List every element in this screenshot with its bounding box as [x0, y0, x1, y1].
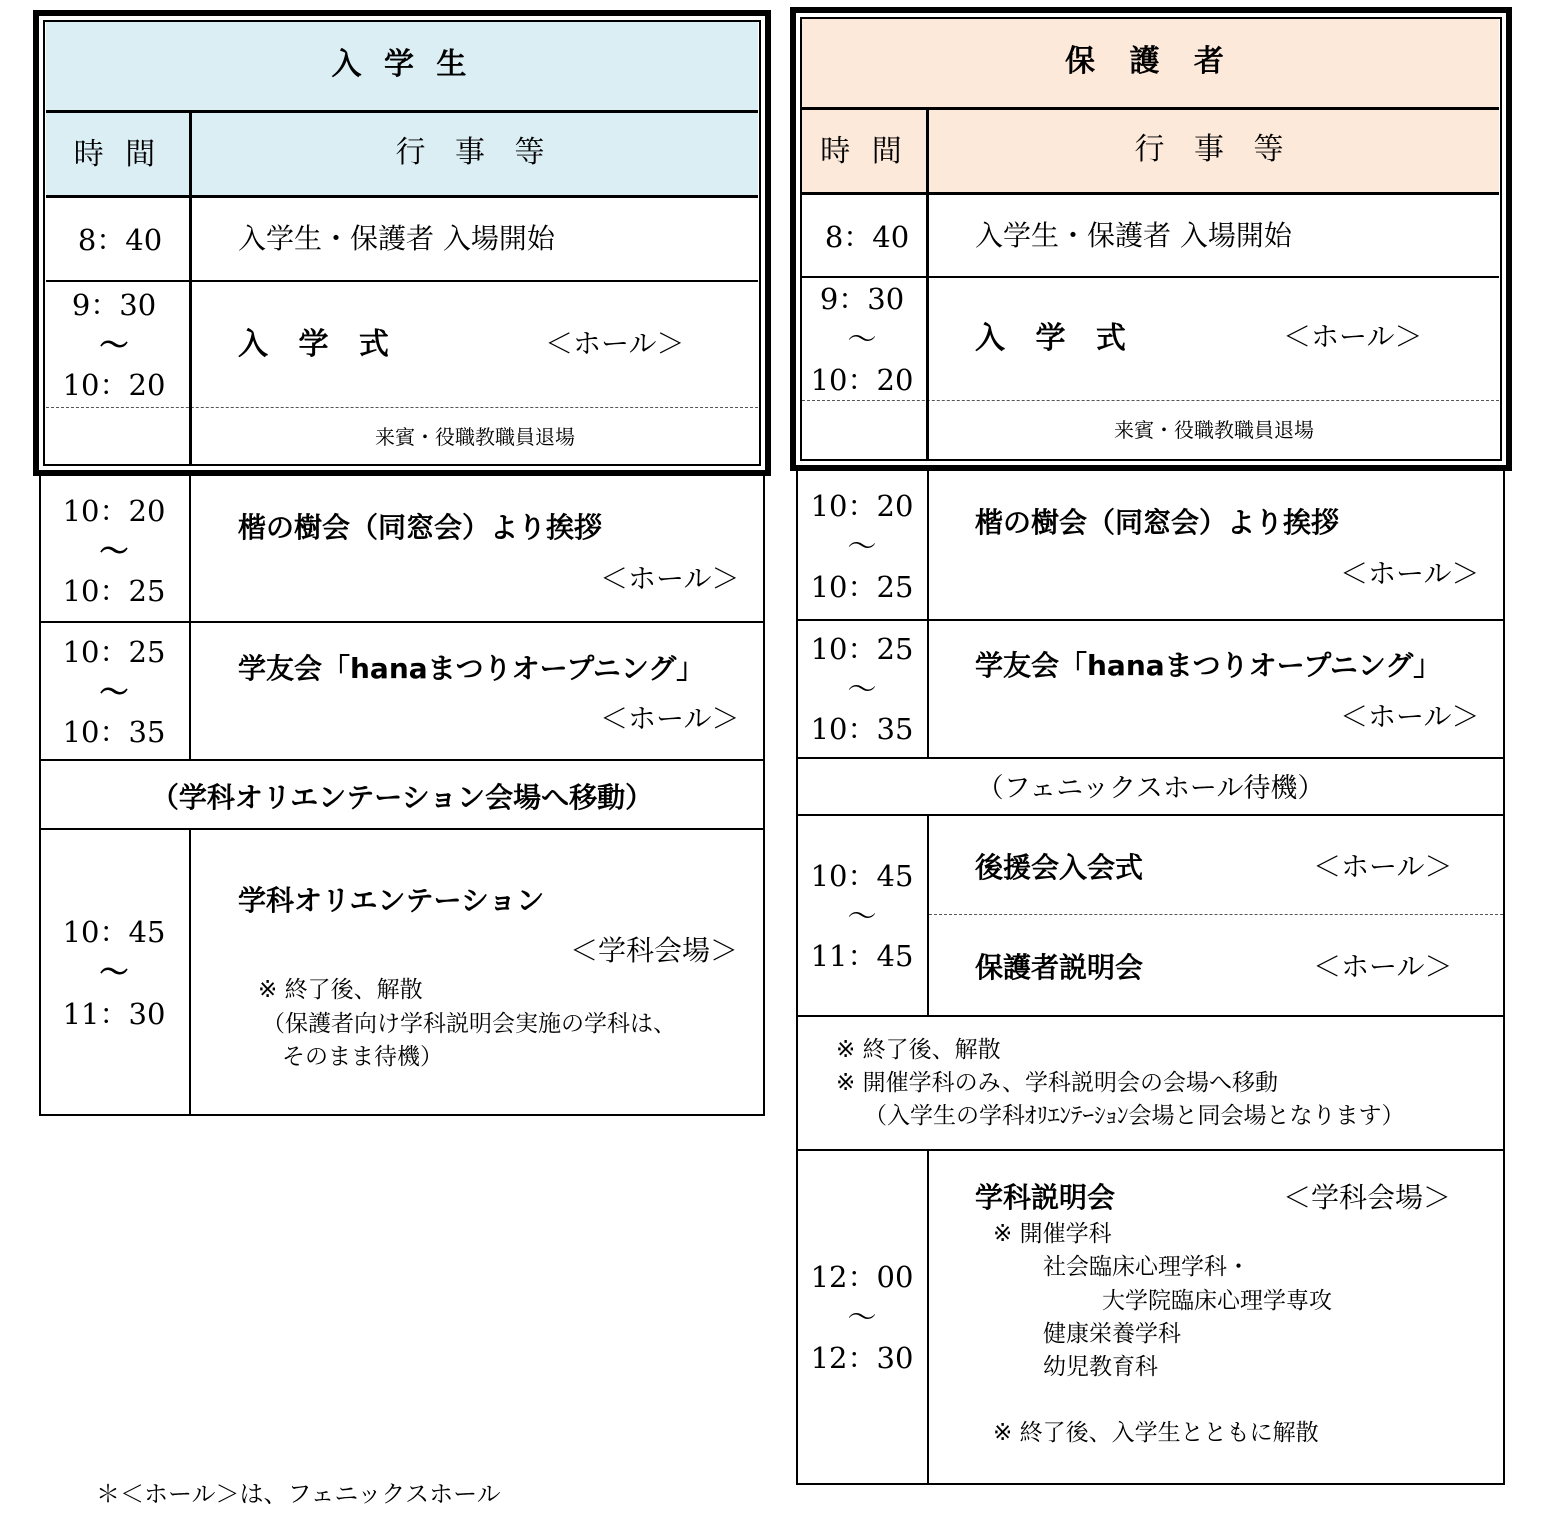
time-to: 10：25 [810, 570, 914, 604]
event-label: 楷の樹会（同窓会）より挨拶 [238, 511, 603, 544]
time-from: 10：45 [810, 859, 914, 893]
note-line: ※ 終了後、解散 [258, 977, 423, 1003]
time-tilde: ～ [847, 529, 877, 563]
venue-label: ＜ホール＞ [600, 562, 740, 595]
time-tilde: ～ [99, 328, 129, 362]
note-line: 大学院臨床心理学専攻 [1102, 1288, 1332, 1314]
event-label: 学友会「hanaまつりオープニング」 [975, 649, 1442, 682]
time-to: 11：30 [62, 997, 166, 1031]
time-to: 10：25 [62, 574, 166, 608]
time-from: 10：20 [62, 494, 166, 528]
event-label: 入学生・保護者 入場開始 [975, 219, 1292, 252]
event-label: 楷の樹会（同窓会）より挨拶 [975, 506, 1340, 539]
venue-label: ＜ホール＞ [1313, 950, 1453, 983]
time-to: 10：20 [810, 363, 914, 397]
note-label: 来賓・役職教職員退場 [1114, 418, 1314, 442]
venue-label: ＜学科会場＞ [570, 934, 739, 967]
time-from: 10：25 [810, 632, 914, 666]
note-line: ※ 開催学科 [993, 1221, 1112, 1247]
venue-label: ＜学科会場＞ [1283, 1181, 1452, 1214]
time-tilde: ～ [99, 955, 129, 989]
event-label: 入 学 式 [238, 327, 399, 362]
event-label: 学友会「hanaまつりオープニング」 [238, 652, 705, 685]
time-label: 8：40 [824, 220, 910, 254]
time-to: 10：35 [810, 712, 914, 746]
time-tilde: ～ [99, 675, 129, 709]
students-col-event: 行 事 等 [395, 135, 555, 170]
students-col-time: 時 間 [73, 137, 162, 172]
note-line: 社会臨床心理学科・ [1043, 1254, 1250, 1280]
time-from: 10：20 [810, 489, 914, 523]
time-from: 12：00 [810, 1260, 914, 1294]
time-from: 10：45 [62, 915, 166, 949]
venue-label: ＜ホール＞ [545, 327, 685, 360]
note-line: ※ 終了後、解散 [836, 1037, 1001, 1063]
note-line: 幼児教育科 [1043, 1354, 1158, 1380]
time-tilde: ～ [99, 534, 129, 568]
note-line: ※ 開催学科のみ、学科説明会の会場へ移動 [836, 1070, 1278, 1096]
span-label: （フェニックスホール待機） [976, 773, 1325, 804]
venue-label: ＜ホール＞ [1283, 320, 1423, 353]
parents-title: 保 護 者 [1065, 44, 1236, 79]
time-tilde: ～ [847, 672, 877, 706]
event-label: 学科説明会 [975, 1181, 1116, 1214]
event-label: 学科オリエンテーション [238, 884, 545, 917]
event-label: 入学生・保護者 入場開始 [238, 222, 555, 255]
event-label: 入 学 式 [975, 321, 1136, 356]
event-label: 保護者説明会 [975, 951, 1144, 984]
time-to: 10：20 [62, 368, 166, 402]
note-line: （保護者向け学科説明会実施の学科は、 [262, 1011, 676, 1037]
time-tilde: ～ [847, 322, 877, 356]
note-line: 健康栄養学科 [1043, 1321, 1181, 1347]
note-line: （入学生の学科ｵﾘｴﾝﾃｰｼｮﾝ会場と同会場となります） [864, 1103, 1405, 1129]
time-to: 10：35 [62, 715, 166, 749]
time-label: 8：40 [77, 223, 163, 257]
time-from: 10：25 [62, 635, 166, 669]
time-to: 12：30 [810, 1341, 914, 1375]
parents-col-time: 時 間 [820, 134, 908, 169]
venue-label: ＜ホール＞ [1340, 557, 1480, 590]
time-from: 9：30 [71, 288, 157, 322]
time-from: 9：30 [819, 282, 905, 316]
note-label: 来賓・役職教職員退場 [375, 425, 575, 449]
note-line: そのまま待機） [282, 1044, 443, 1070]
time-to: 11：45 [810, 939, 914, 973]
venue-label: ＜ホール＞ [1313, 850, 1453, 883]
students-title: 入 学 生 [331, 47, 473, 82]
footnote: ＊＜ホール＞は、フェニックスホール [96, 1480, 501, 1508]
note-line: ※ 終了後、入学生とともに解散 [993, 1420, 1319, 1446]
parents-col-event: 行 事 等 [1134, 132, 1294, 167]
time-tilde: ～ [847, 899, 877, 933]
venue-label: ＜ホール＞ [1340, 700, 1480, 733]
time-tilde: ～ [847, 1300, 877, 1334]
venue-label: ＜ホール＞ [600, 702, 740, 735]
span-label: （学科オリエンテーション会場へ移動） [150, 781, 654, 814]
event-label: 後援会入会式 [975, 851, 1144, 884]
